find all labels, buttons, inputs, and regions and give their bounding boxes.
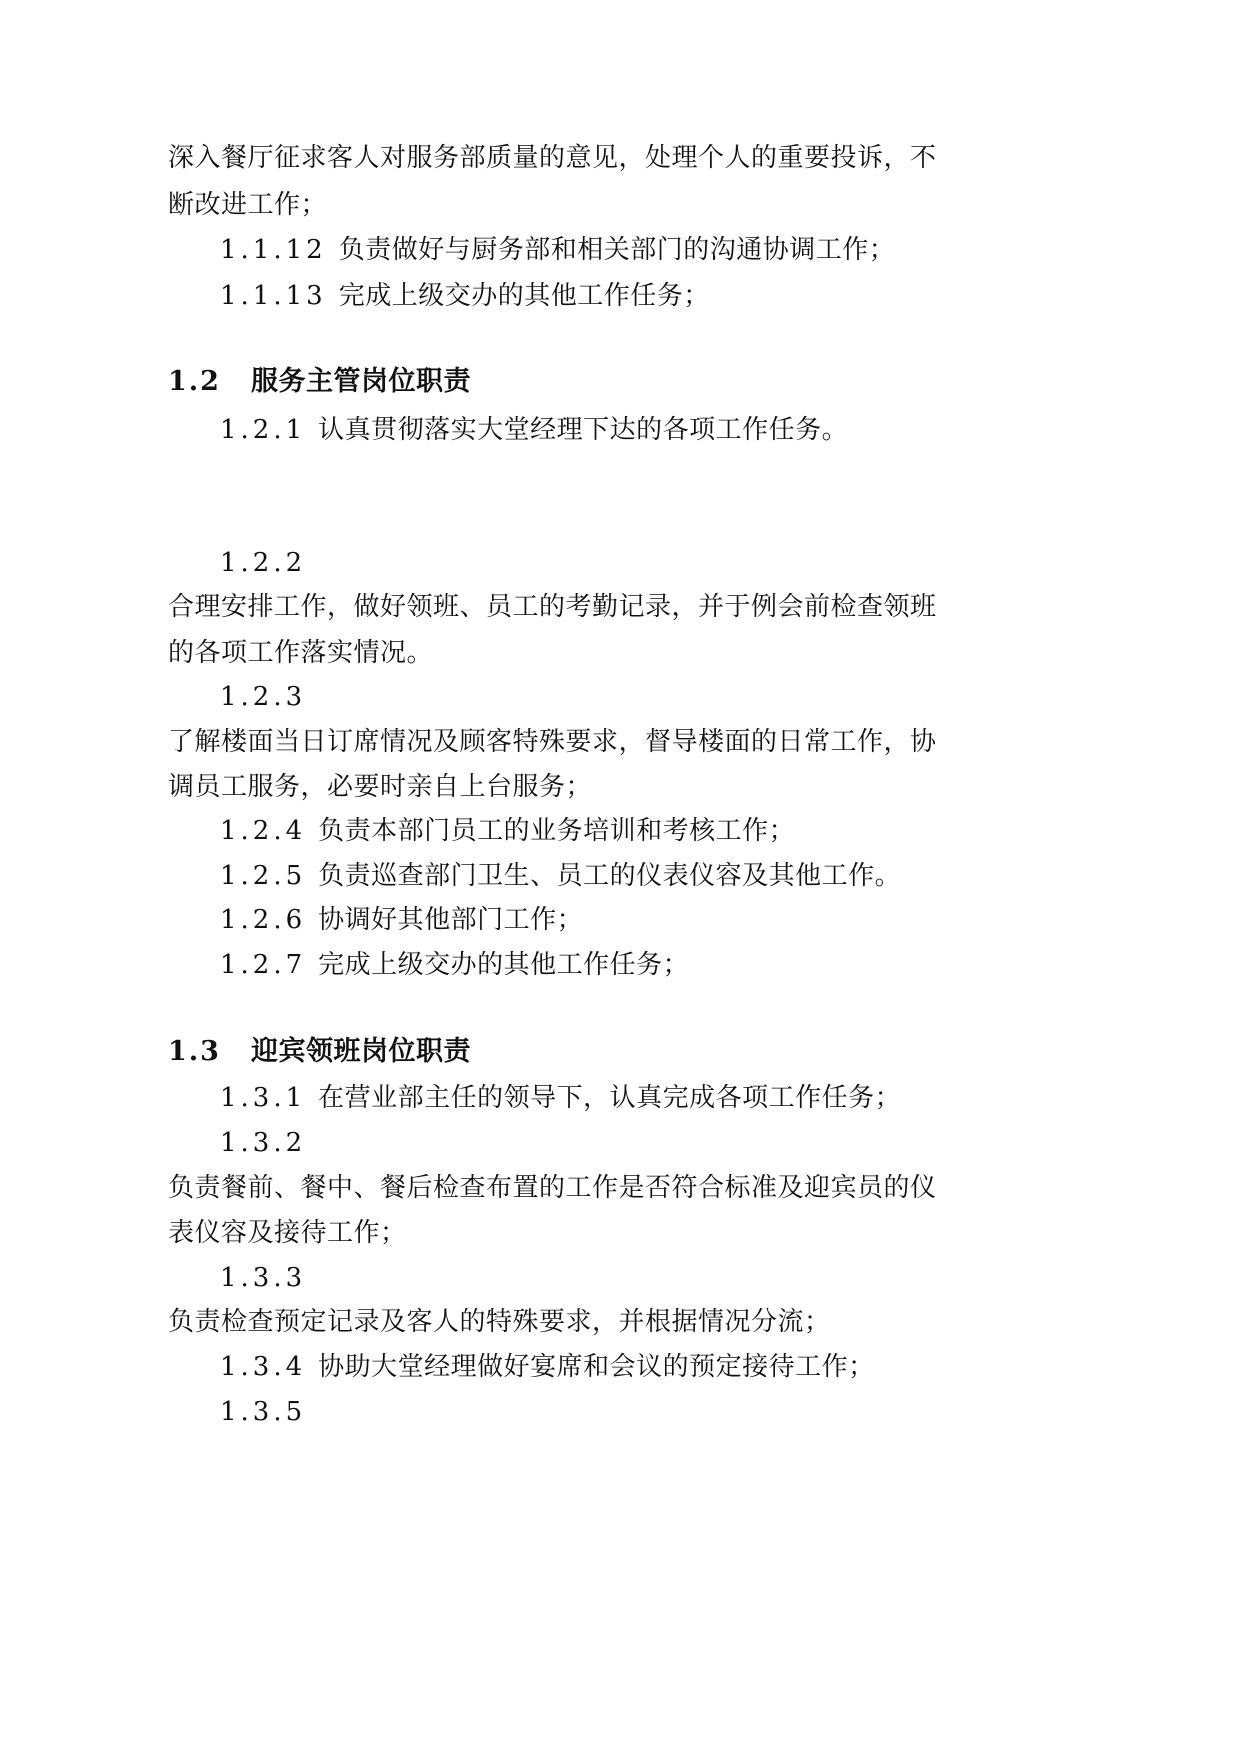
- item-number: 1.2.1: [220, 415, 307, 445]
- item-number: 1.3.2: [220, 1128, 307, 1158]
- item-number: 1.2.7: [220, 950, 307, 980]
- list-item-1-2-2: [220, 547, 318, 579]
- list-item-1-1-12: [220, 234, 895, 266]
- item-text-line: 负责检查预定记录及客人的特殊要求，并根据情况分流；: [168, 1307, 831, 1337]
- section-heading-1-3: [168, 1036, 471, 1068]
- item-text: 完成上级交办的其他工作任务；: [338, 281, 710, 311]
- item-text: 在营业部主任的领导下，认真完成各项工作任务；: [318, 1083, 902, 1113]
- list-item-1-3-1: [220, 1082, 901, 1114]
- item-text: 协调好其他部门工作；: [318, 905, 584, 935]
- list-item-1-3-5: [220, 1396, 318, 1428]
- item-text-line: 负责餐前、餐中、餐后检查布置的工作是否符合标准及迎宾员的仪: [168, 1173, 937, 1203]
- list-item-1-3-2: [220, 1127, 318, 1159]
- paragraph-line: 深入餐厅征求客人对服务部质量的意见，处理个人的重要投诉，不: [168, 143, 937, 173]
- item-text-line: 合理安排工作，做好领班、员工的考勤记录，并于例会前检查领班: [168, 592, 937, 622]
- item-number: 1.3.1: [220, 1083, 307, 1113]
- heading-number: 1.3: [168, 1036, 221, 1067]
- item-number: 1.2.5: [220, 861, 307, 891]
- item-number: 1.2.4: [220, 816, 307, 846]
- item-text-line: 调员工服务，必要时亲自上台服务；: [168, 772, 593, 802]
- list-item-1-2-5: [220, 860, 901, 892]
- item-text: 负责本部门员工的业务培训和考核工作；: [318, 816, 796, 846]
- list-item-1-2-7: [220, 949, 689, 981]
- item-number: 1.3.4: [220, 1352, 307, 1382]
- item-number: 1.2.2: [220, 548, 307, 578]
- list-item-1-3-4: [220, 1351, 875, 1383]
- section-heading-1-2: [168, 366, 471, 398]
- list-item-1-2-6: [220, 904, 583, 936]
- list-item-1-1-13: [220, 280, 710, 312]
- item-text-line: 表仪容及接待工作；: [168, 1218, 407, 1248]
- heading-number: 1.2: [168, 366, 221, 397]
- item-number: 1.3.3: [220, 1263, 307, 1293]
- item-text: 负责做好与厨务部和相关部门的沟通协调工作；: [338, 235, 896, 265]
- item-number: 1.1.13: [220, 281, 327, 311]
- list-item-1-2-3: [220, 681, 318, 713]
- heading-title: 服务主管岗位职责: [250, 366, 471, 397]
- item-text-line: 了解楼面当日订席情况及顾客特殊要求，督导楼面的日常工作，协: [168, 727, 937, 757]
- item-number: 1.3.5: [220, 1397, 307, 1427]
- item-text: 协助大堂经理做好宴席和会议的预定接待工作；: [318, 1352, 875, 1382]
- list-item-1-2-1: [220, 414, 848, 446]
- heading-title: 迎宾领班岗位职责: [250, 1036, 471, 1067]
- item-number: 1.2.6: [220, 905, 307, 935]
- paragraph-line: 断改进工作；: [168, 190, 328, 220]
- item-text: 完成上级交办的其他工作任务；: [318, 950, 690, 980]
- item-number: 1.1.12: [220, 235, 327, 265]
- item-text: 认真贯彻落实大堂经理下达的各项工作任务。: [318, 415, 849, 445]
- item-text-line: 的各项工作落实情况。: [168, 638, 434, 668]
- item-text: 负责巡查部门卫生、员工的仪表仪容及其他工作。: [318, 861, 902, 891]
- item-number: 1.2.3: [220, 682, 307, 712]
- list-item-1-3-3: [220, 1262, 318, 1294]
- list-item-1-2-4: [220, 815, 795, 847]
